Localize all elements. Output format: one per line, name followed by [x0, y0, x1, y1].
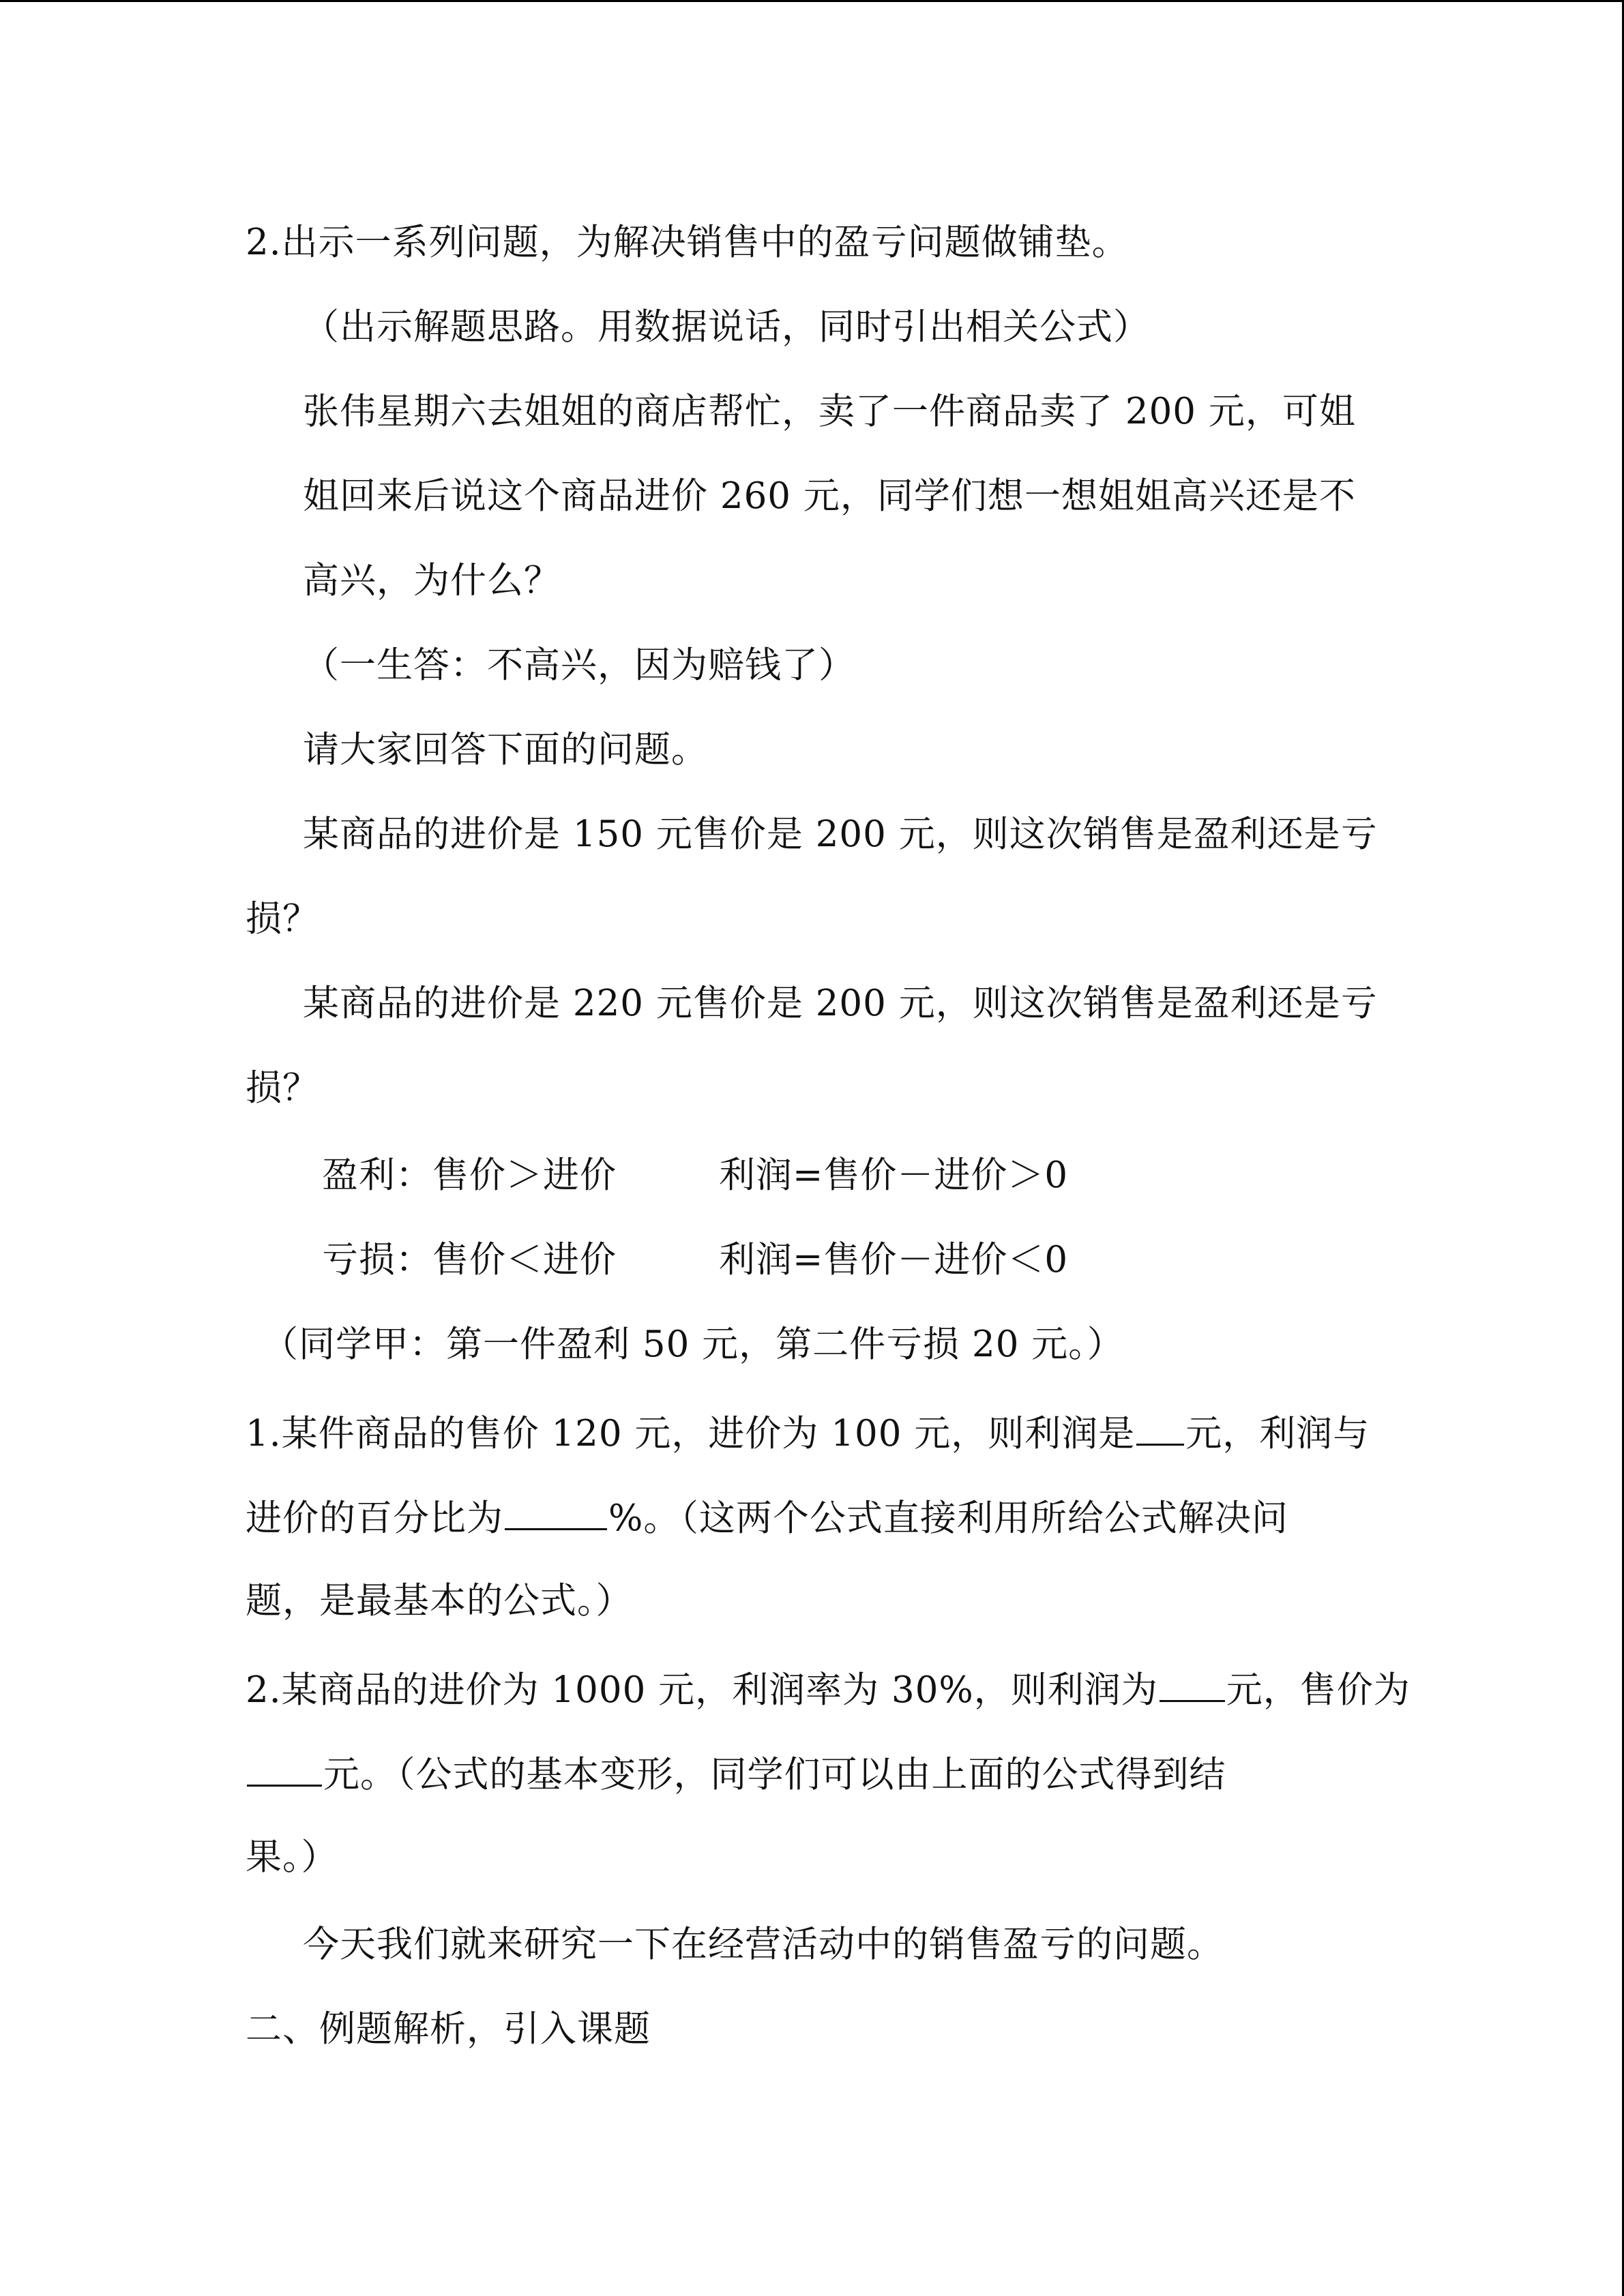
formula-profit: [322, 1152, 1068, 1199]
closing-sentence: 今天我们就来研究一下在经营活动中的销售盈亏的问题。: [303, 1924, 1224, 1965]
exercise-2-line-1: [246, 1665, 1411, 1714]
story-line-3: 高兴，为什么？: [303, 560, 561, 601]
formula-profit-condition: 盈利：售价＞进价: [322, 1154, 617, 1196]
exercise-2-line-2: [246, 1749, 1226, 1799]
formula-profit-equation: 利润=售价－进价＞0: [719, 1154, 1069, 1196]
exercise-1-note: %。（这两个公式直接利用所给公式解决问: [608, 1497, 1288, 1539]
formula-loss-condition: 亏损：售价＜进价: [322, 1239, 617, 1281]
answer-blank-percent: [505, 1493, 607, 1530]
exercise-1-line-1: [246, 1408, 1370, 1458]
story-line-1: 张伟星期六去姐姐的商店帮忙，卖了一件商品卖了 200 元，可姐: [303, 391, 1356, 432]
exercise-1-text-cont: 元，利润与: [1185, 1413, 1370, 1455]
answer-blank-profit: [1136, 1408, 1184, 1446]
story-line-2: 姐回来后说这个商品进价 260 元，同学们想一想姐姐高兴还是不: [303, 475, 1356, 517]
exercise-2-note: 元。（公式的基本变形，同学们可以由上面的公式得到结: [323, 1754, 1226, 1795]
item-2-intro: 2.出示一系列问题，为解决销售中的盈亏问题做铺垫。: [246, 222, 1129, 263]
answer-blank-price: [247, 1749, 322, 1787]
exercise-2-text-cont: 元，售价为: [1226, 1669, 1411, 1711]
answer-blank-profit-2: [1160, 1665, 1225, 1702]
exercise-1-text: 1.某件商品的售价 120 元，进价为 100 元，则利润是: [246, 1413, 1136, 1455]
exercise-2-line-3: 果。）: [246, 1836, 338, 1878]
exercise-1-text-2: 进价的百分比为: [246, 1497, 503, 1539]
exercise-1-line-2: [246, 1493, 1288, 1542]
question-a-line-1: 某商品的进价是 150 元售价是 200 元，则这次销售是盈利还是亏: [303, 814, 1378, 855]
teaching-note: （出示解题思路。用数据说话，同时引出相关公式）: [303, 306, 1150, 348]
exercise-1-line-3: 题，是最基本的公式。）: [246, 1580, 633, 1622]
section-heading: 二、例题解析，引入课题: [246, 2008, 651, 2050]
question-b-line-2: 损？: [246, 1067, 319, 1109]
question-b-line-1: 某商品的进价是 220 元售价是 200 元，则这次销售是盈利还是亏: [303, 983, 1378, 1024]
exercise-2-text: 2.某商品的进价为 1000 元，利润率为 30%，则利润为: [246, 1669, 1158, 1711]
student-answer: （同学甲：第一件盈利 50 元，第二件亏损 20 元。）: [262, 1324, 1124, 1365]
formula-loss-equation: 利润=售价－进价＜0: [719, 1239, 1069, 1281]
formula-loss: [322, 1236, 1068, 1284]
prompt-line: 请大家回答下面的问题。: [303, 729, 708, 771]
student-reply: （一生答：不高兴，因为赔钱了）: [303, 644, 855, 686]
question-a-line-2: 损？: [246, 898, 319, 940]
